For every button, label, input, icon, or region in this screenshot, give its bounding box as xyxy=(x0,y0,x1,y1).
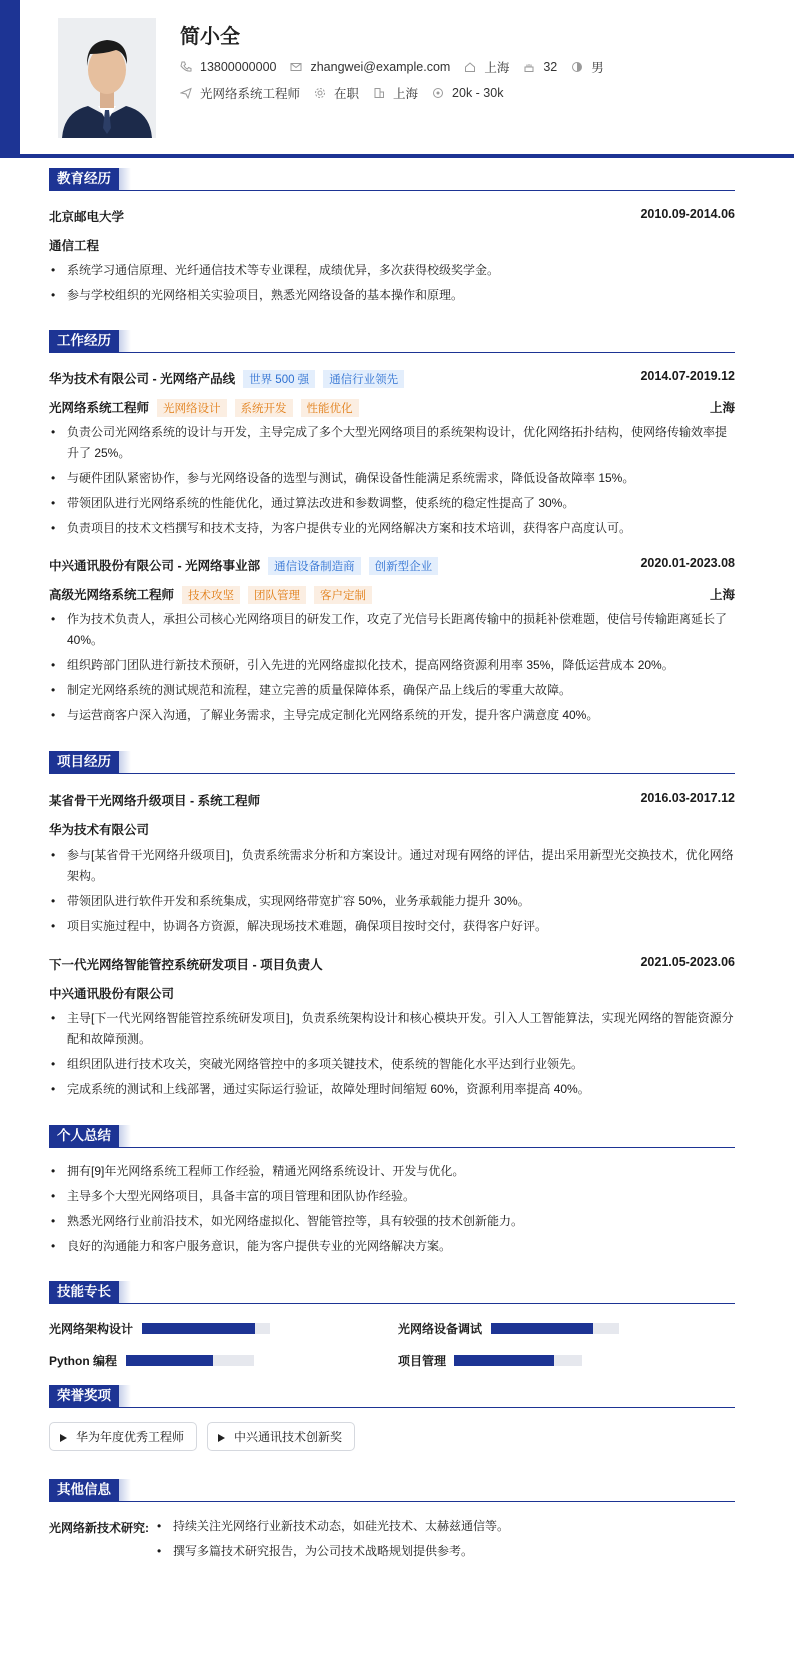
skill-label: 光网络设备调试 xyxy=(398,1322,483,1336)
list-item: • 负责项目的技术文档撰写和技术支持，为客户提供专业的光网络解决方案和技术培训，获得客户高度认可。 xyxy=(49,518,735,539)
section-summary-title: 个人总结 xyxy=(49,1125,119,1147)
award-label: 中兴通讯技术创新奖 xyxy=(234,1430,343,1444)
skill-bar-fill xyxy=(491,1323,593,1334)
skill-bar-fill xyxy=(454,1355,554,1366)
section-honors xyxy=(49,1385,735,1408)
gear-icon xyxy=(314,87,326,99)
work-period: 2014.07-2019.12 xyxy=(640,369,735,383)
role-tag: 客户定制 xyxy=(314,586,372,604)
role-tag: 光网络设计 xyxy=(157,399,227,417)
project-period: 2016.03-2017.12 xyxy=(640,791,735,805)
list-item: • 组织跨部门团队进行新技术预研，引入先进的光网络虚拟化技术，提高网络资源利用率 35%，降低运营成本 20%。 xyxy=(49,655,735,676)
skill-label: 光网络架构设计 xyxy=(49,1322,134,1336)
list-item: • 与运营商客户深入沟通，了解业务需求，主导完成定制化光网络系统的开发，提升客户满意度 40%。 xyxy=(49,705,735,726)
role-tag: 技术攻坚 xyxy=(182,586,240,604)
gender-text: 男 xyxy=(591,61,604,75)
work-location: 上海 xyxy=(709,588,735,602)
list-item: • 项目实施过程中，协调各方资源，解决现场技术难题，确保项目按时交付，获得客户好评。 xyxy=(49,916,735,937)
list-item: • 系统学习通信原理、光纤通信技术等专业课程，成绩优异，多次获得校级奖学金。 xyxy=(49,260,735,281)
list-item: • 撰写多篇技术研究报告，为公司技术战略规划提供参考。 xyxy=(155,1541,735,1562)
project-period: 2021.05-2023.06 xyxy=(640,955,735,969)
send-icon xyxy=(180,87,192,99)
list-item: • 持续关注光网络行业新技术动态，如硅光技术、太赫兹通信等。 xyxy=(155,1516,735,1537)
project-org: 华为技术有限公司 xyxy=(49,823,150,837)
job-title-text: 光网络系统工程师 xyxy=(200,87,301,101)
section-tail xyxy=(119,1479,131,1501)
section-tail xyxy=(119,330,131,352)
age-text: 32 xyxy=(543,60,558,74)
project-org: 中兴通讯股份有限公司 xyxy=(49,987,175,1001)
work-role: 光网络系统工程师 xyxy=(49,401,150,415)
list-item: • 熟悉光网络行业前沿技术，如光网络虚拟化、智能管控等，具有较强的技术创新能力。 xyxy=(49,1211,735,1232)
work-role-row xyxy=(49,398,735,417)
section-tail xyxy=(119,168,131,190)
award-label: 华为年度优秀工程师 xyxy=(76,1430,185,1444)
work-company-row xyxy=(49,369,735,388)
role-tag: 系统开发 xyxy=(235,399,293,417)
salary-text: 20k - 30k xyxy=(452,86,504,100)
education-item xyxy=(49,207,735,225)
list-item: • 组织团队进行技术攻关，突破光网络管控中的多项关键技术，使系统的智能化水平达到行业领先。 xyxy=(49,1054,735,1075)
work-role: 高级光网络系统工程师 xyxy=(49,588,175,602)
list-item: • 参与学校组织的光网络相关实验项目，熟悉光网络设备的基本操作和原理。 xyxy=(49,285,735,306)
section-work xyxy=(49,330,735,353)
list-item: • 良好的沟通能力和客户服务意识，能为客户提供专业的光网络解决方案。 xyxy=(49,1236,735,1257)
section-tail xyxy=(119,1125,131,1147)
section-honors-title: 荣誉奖项 xyxy=(49,1385,119,1407)
section-tail xyxy=(119,1385,131,1407)
section-other xyxy=(49,1479,735,1502)
contact-row xyxy=(180,58,604,76)
skill-bar xyxy=(126,1355,254,1366)
avatar xyxy=(58,18,156,138)
company-tag: 创新型企业 xyxy=(369,557,439,575)
skill-bar-fill xyxy=(126,1355,213,1366)
education-period: 2010.09-2014.06 xyxy=(640,207,735,221)
section-work-title: 工作经历 xyxy=(49,330,119,352)
age-icon xyxy=(523,61,535,73)
list-item: • 拥有[9]年光网络系统工程师工作经验，精通光网络系统设计、开发与优化。 xyxy=(49,1161,735,1182)
section-tail xyxy=(119,1281,131,1303)
work-company: 华为技术有限公司 - 光网络产品线 xyxy=(49,372,236,386)
project-title-row xyxy=(49,955,735,973)
company-tag: 通信行业领先 xyxy=(323,370,404,388)
phone-text: 13800000000 xyxy=(200,60,277,74)
work-location: 上海 xyxy=(709,401,735,415)
skill-bar xyxy=(491,1323,619,1334)
list-item: • 参与[某省骨干光网络升级项目]，负责系统需求分析和方案设计。通过对现有网络的评估，提出采用新型光交换技术，优化网络架构。 xyxy=(49,845,735,887)
skill-bar-fill xyxy=(142,1323,255,1334)
company-tag: 世界 500 强 xyxy=(243,370,315,388)
company-tag: 通信设备制造商 xyxy=(268,557,361,575)
work-company: 中兴通讯股份有限公司 - 光网络事业部 xyxy=(49,559,261,573)
work-period: 2020.01-2023.08 xyxy=(640,556,735,570)
list-item: • 主导多个大型光网络项目，具备丰富的项目管理和团队协作经验。 xyxy=(49,1186,735,1207)
list-item: • 完成系统的测试和上线部署，通过实际运行验证，故障处理时间缩短 60%，资源利用率提高 40%。 xyxy=(49,1079,735,1100)
section-education-title: 教育经历 xyxy=(49,168,119,190)
section-education xyxy=(49,168,735,191)
list-item: • 带领团队进行光网络系统的性能优化，通过算法改进和参数调整，使系统的稳定性提高了 30%。 xyxy=(49,493,735,514)
email-icon xyxy=(290,61,302,73)
section-skills xyxy=(49,1281,735,1304)
play-icon xyxy=(218,1434,225,1442)
skill-bar xyxy=(454,1355,582,1366)
work-role-row xyxy=(49,585,735,604)
role-tag: 团队管理 xyxy=(248,586,306,604)
list-item: • 与硬件团队紧密协作，参与光网络设备的选型与测试，确保设备性能满足系统需求，降低设备故障率 15%。 xyxy=(49,468,735,489)
salary-icon xyxy=(432,87,444,99)
other-label: 光网络新技术研究: xyxy=(49,1521,149,1535)
work-company-row xyxy=(49,556,735,575)
skill-bar xyxy=(142,1323,270,1334)
profile-header xyxy=(20,0,794,154)
job-row xyxy=(180,84,503,102)
education-major: 通信工程 xyxy=(49,239,100,253)
work-city-text: 上海 xyxy=(393,87,419,101)
section-project-title: 项目经历 xyxy=(49,751,119,773)
list-item: • 主导[下一代光网络智能管控系统研发项目]，负责系统架构设计和核心模块开发。引入人工智能算法，实现光网络的智能资源分配和故障预测。 xyxy=(49,1008,735,1050)
project-title-row xyxy=(49,791,735,809)
building-icon xyxy=(373,87,385,99)
phone-icon xyxy=(180,61,192,73)
section-skills-title: 技能专长 xyxy=(49,1281,119,1303)
role-tag: 性能优化 xyxy=(301,399,359,417)
status-text: 在职 xyxy=(334,87,360,101)
resume-body xyxy=(0,158,794,1657)
project-title: 某省骨干光网络升级项目 - 系统工程师 xyxy=(49,794,261,808)
section-project xyxy=(49,751,735,774)
skill-label: Python 编程 xyxy=(49,1354,117,1368)
section-tail xyxy=(119,751,131,773)
section-summary xyxy=(49,1125,735,1148)
email-text: zhangwei@example.com xyxy=(310,60,451,74)
project-title: 下一代光网络智能管控系统研发项目 - 项目负责人 xyxy=(49,958,323,972)
candidate-name: 简小全 xyxy=(180,26,240,48)
list-item: • 带领团队进行软件开发和系统集成，实现网络带宽扩容 50%，业务承载能力提升 30%。 xyxy=(49,891,735,912)
skill-label: 项目管理 xyxy=(398,1354,447,1368)
section-other-title: 其他信息 xyxy=(49,1479,119,1501)
school-name: 北京邮电大学 xyxy=(49,210,125,224)
list-item: • 作为技术负责人，承担公司核心光网络项目的研发工作，攻克了光信号长距离传输中的损耗补偿难题，使信号传输距离延长了 40%。 xyxy=(49,609,735,651)
award-item xyxy=(207,1422,355,1451)
list-item: • 负责公司光网络系统的设计与开发，主导完成了多个大型光网络项目的系统架构设计，优化网络拓扑结构，使网络传输效率提升了 25%。 xyxy=(49,422,735,464)
city-text: 上海 xyxy=(484,61,510,75)
award-item xyxy=(49,1422,197,1451)
gender-icon xyxy=(571,61,583,73)
play-icon xyxy=(60,1434,67,1442)
home-icon xyxy=(464,61,476,73)
list-item: • 制定光网络系统的测试规范和流程，建立完善的质量保障体系，确保产品上线后的零重大故障。 xyxy=(49,680,735,701)
